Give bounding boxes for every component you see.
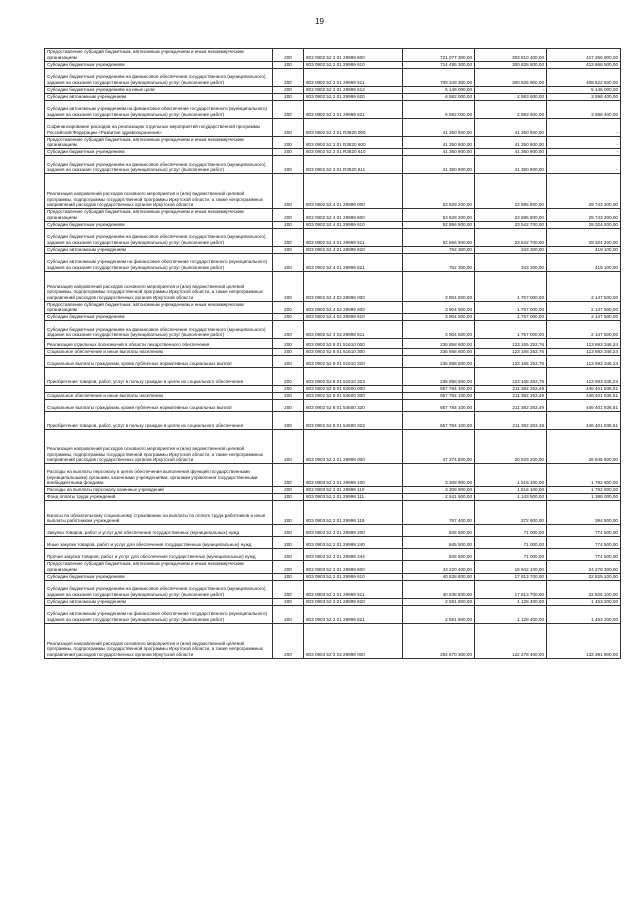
table-row — [45, 537, 621, 549]
row-name-cell: Предоставление субсидий бюджетным, автономным учреждениям и иным некоммерческим организациям — [45, 301, 273, 314]
table-row — [45, 549, 621, 561]
row-amount-3-cell: 113 693 346,24 — [547, 339, 621, 349]
row-amount-1-cell: 254 670 300,00 — [403, 623, 475, 658]
row-amount-2-cell: 211 382 263,49 — [475, 400, 547, 412]
row-amount-3-cell: 5 146 000,00 — [547, 86, 621, 93]
row-name-cell: Социальное обеспечение и иные выплаты населению — [45, 393, 273, 400]
row-amount-1-cell: 43 220 400,00 — [403, 561, 475, 574]
row-amount-3-cell: - — [547, 118, 621, 136]
row-name-cell — [45, 386, 273, 393]
row-amount-3-cell: 29 743 300,00 — [547, 209, 621, 222]
row-grbs-cell: 200 — [273, 100, 304, 118]
row-grbs-cell: 200 — [273, 271, 304, 301]
row-code-cell: 803 0902 52 8 01 51610 300 — [304, 349, 403, 356]
table-row — [45, 228, 621, 246]
row-amount-2-cell: 23 885 900,00 — [475, 209, 547, 222]
row-amount-1-cell: 41 350 900,00 — [403, 118, 475, 136]
row-amount-3-cell: 419 100,00 — [547, 246, 621, 253]
row-name-cell: Предоставление субсидий бюджетным, автономным учреждениям и иным некоммерческим организациям — [45, 209, 273, 222]
table-row — [45, 598, 621, 605]
row-amount-3-cell: 394 800,00 — [547, 501, 621, 525]
row-amount-2-cell: 372 600,00 — [475, 501, 547, 525]
row-amount-1-cell: 762 300,00 — [403, 253, 475, 271]
row-name-cell: Субсидии автономным учреждениям — [45, 246, 273, 253]
row-amount-1-cell: 2 581 600,00 — [403, 598, 475, 605]
row-grbs-cell: 200 — [273, 525, 304, 537]
row-amount-3-cell: 26 845 600,00 — [547, 430, 621, 464]
table-row — [45, 430, 621, 464]
row-amount-1-cell: 53 629 200,00 — [403, 174, 475, 209]
row-name-cell: Закупка товаров, работ и услуг для обеспечения государственных (муниципальных) нужд — [45, 525, 273, 537]
row-amount-1-cell: 845 500,00 — [403, 537, 475, 549]
row-amount-3-cell: 132 391 900,00 — [547, 623, 621, 658]
row-amount-2-cell: 71 000,00 — [475, 537, 547, 549]
row-name-cell: Субсидии бюджетным учреждениям — [45, 61, 273, 68]
row-code-cell: 803 0902 52 8 01 54600 300 — [304, 393, 403, 400]
row-amount-3-cell: 1 453 200,00 — [547, 598, 621, 605]
row-grbs-cell: 200 — [273, 339, 304, 349]
row-grbs-cell: 200 — [273, 349, 304, 356]
budget-table — [44, 48, 621, 659]
row-name-cell: Субсидии бюджетным учреждениям на финансовое обеспечение государственного (муниципального) задания на оказание государственных (муниципальных) услуг (выполнение работ) — [45, 228, 273, 246]
row-code-cell: 803 0903 52 2 01 29999 100 — [304, 464, 403, 487]
row-amount-1-cell: 41 350 900,00 — [403, 149, 475, 156]
row-amount-3-cell: 774 500,00 — [547, 549, 621, 561]
row-name-cell: Реализация отдельных полномочий в области лекарственного обеспечения — [45, 339, 273, 349]
table-row — [45, 339, 621, 349]
row-code-cell: 803 0902 52 4 02 29999 000 — [304, 271, 403, 301]
row-code-cell: 803 0902 52 4 01 29999 600 — [304, 209, 403, 222]
table-row — [45, 386, 621, 393]
row-grbs-cell: 200 — [273, 156, 304, 174]
row-amount-2-cell: 17 813 700,00 — [475, 580, 547, 598]
row-amount-2-cell: 20 529 200,00 — [475, 430, 547, 464]
row-name-cell: Субсидии автономным учреждениям — [45, 598, 273, 605]
row-code-cell: 803 0902 52 8 01 54600 000 — [304, 386, 403, 393]
row-amount-2-cell: 2 983 600,00 — [475, 100, 547, 118]
row-code-cell: 803 0903 52 2 01 29999 000 — [304, 430, 403, 464]
table-row — [45, 349, 621, 356]
row-code-cell: 803 0902 52 4 02 29999 600 — [304, 301, 403, 314]
row-amount-1-cell: 41 350 900,00 — [403, 136, 475, 149]
row-name-cell: Субсидии бюджетным учреждениям — [45, 314, 273, 321]
row-amount-1-cell: 236 858 600,00 — [403, 339, 475, 349]
table-row — [45, 605, 621, 623]
row-amount-2-cell: 2 983 600,00 — [475, 93, 547, 100]
table-row — [45, 209, 621, 222]
row-name-cell: Предоставление субсидий бюджетным, автономным учреждениям и иным некоммерческим организациям — [45, 136, 273, 149]
table-row — [45, 174, 621, 209]
row-amount-1-cell: 6 582 000,00 — [403, 100, 475, 118]
row-amount-2-cell: 211 382 263,49 — [475, 386, 547, 393]
row-name-cell: Социальное обеспечение и иные выплаты населению — [45, 349, 273, 356]
row-amount-1-cell: 236 858 600,00 — [403, 368, 475, 386]
row-grbs-cell: 200 — [273, 321, 304, 339]
row-code-cell: 803 0904 52 2 02 29999 000 — [304, 623, 403, 658]
row-grbs-cell: 200 — [273, 174, 304, 209]
row-name-cell: Субсидии автономным учреждениям на финансовое обеспечение государственного (муниципального) задания на оказание государственных (муниципальных) услуг (выполнение работ) — [45, 253, 273, 271]
row-amount-2-cell: - — [475, 86, 547, 93]
table-row — [45, 136, 621, 149]
row-code-cell: 803 0902 52 2 01 29999 600 — [304, 49, 403, 62]
row-amount-2-cell: 1 757 000,00 — [475, 301, 547, 314]
row-amount-1-cell: 41 350 900,00 — [403, 156, 475, 174]
row-amount-3-cell: 3 598 400,00 — [547, 100, 621, 118]
row-amount-2-cell: 17 813 700,00 — [475, 573, 547, 580]
row-amount-3-cell: 3 598 400,00 — [547, 93, 621, 100]
row-amount-3-cell: 413 668 500,00 — [547, 61, 621, 68]
row-amount-1-cell: 845 500,00 — [403, 549, 475, 561]
row-code-cell: 803 0902 52 2 01 29999 621 — [304, 100, 403, 118]
row-grbs-cell: 200 — [273, 253, 304, 271]
row-amount-1-cell: 762 300,00 — [403, 246, 475, 253]
table-row — [45, 301, 621, 314]
row-code-cell: 803 0903 52 2 01 29999 610 — [304, 573, 403, 580]
table-row — [45, 393, 621, 400]
row-amount-2-cell: 123 165 253,76 — [475, 339, 547, 349]
row-amount-3-cell: 24 278 300,00 — [547, 561, 621, 574]
row-amount-2-cell: 23 885 900,00 — [475, 174, 547, 209]
table-row — [45, 61, 621, 68]
row-amount-2-cell: 1 128 400,00 — [475, 598, 547, 605]
table-row — [45, 525, 621, 537]
row-amount-2-cell: 211 382 263,49 — [475, 412, 547, 430]
row-grbs-cell: 200 — [273, 61, 304, 68]
row-amount-1-cell: 657 784 100,00 — [403, 400, 475, 412]
row-name-cell: Субсидии бюджетным учреждениям — [45, 221, 273, 228]
table-row — [45, 561, 621, 574]
row-amount-1-cell: 845 500,00 — [403, 525, 475, 537]
row-code-cell: 803 0902 52 4 01 29999 620 — [304, 246, 403, 253]
row-grbs-cell: 200 — [273, 430, 304, 464]
row-amount-1-cell: 236 858 600,00 — [403, 356, 475, 368]
row-grbs-cell: 200 — [273, 93, 304, 100]
row-amount-2-cell: 122 278 400,00 — [475, 623, 547, 658]
row-grbs-cell: 200 — [273, 598, 304, 605]
row-amount-1-cell: 52 866 900,00 — [403, 221, 475, 228]
row-code-cell: 803 0903 52 2 01 29999 111 — [304, 494, 403, 501]
row-code-cell: 803 0903 52 2 01 29999 110 — [304, 487, 403, 494]
row-amount-2-cell: 18 942 100,00 — [475, 561, 547, 574]
row-name-cell: Субсидии автономным учреждениям на финансовое обеспечение государственного (муниципального) задания на оказание государственных (муниципальных) услуг (выполнение работ) — [45, 100, 273, 118]
row-name-cell: Субсидии автономным учреждениям на финансовое обеспечение государственного (муниципального) задания на оказание государственных (муниципальных) услуг (выполнение работ) — [45, 605, 273, 623]
row-amount-3-cell: 22 825 100,00 — [547, 573, 621, 580]
row-amount-2-cell: 303 810 400,00 — [475, 49, 547, 62]
row-amount-1-cell: 3 308 900,00 — [403, 464, 475, 487]
row-amount-3-cell: 113 693 346,24 — [547, 368, 621, 386]
row-amount-3-cell: - — [547, 149, 621, 156]
row-code-cell: 803 0902 52 4 01 29999 610 — [304, 221, 403, 228]
row-amount-1-cell: 657 784 100,00 — [403, 393, 475, 400]
row-amount-1-cell: 6 582 000,00 — [403, 93, 475, 100]
row-grbs-cell: 200 — [273, 561, 304, 574]
row-name-cell: Расходы на выплаты персоналу казенных учреждений — [45, 487, 273, 494]
row-name-cell: Прочая закупка товаров, работ и услуг для обеспечения государственных (муниципальных) нужд — [45, 549, 273, 561]
row-amount-1-cell: 3 308 900,00 — [403, 487, 475, 494]
row-amount-1-cell: 767 400,00 — [403, 501, 475, 525]
table-row — [45, 494, 621, 501]
table-row — [45, 321, 621, 339]
row-amount-2-cell: 41 350 900,00 — [475, 118, 547, 136]
row-grbs-cell: 200 — [273, 118, 304, 136]
row-name-cell: Реализация направлений расходов основного мероприятия и (или) ведомственной целевой программы, подпрограммы государственной программы Иркутской области, а также непрограммных направлений расходов государственных органов Иркутской области — [45, 623, 273, 658]
row-code-cell: 803 0902 52 2 01 29999 611 — [304, 68, 403, 86]
table-row — [45, 271, 621, 301]
row-name-cell: Субсидии бюджетным учреждениям на финансовое обеспечение государственного (муниципального) задания на оказание государственных (муниципальных) услуг (выполнение работ) — [45, 321, 273, 339]
row-amount-2-cell: 300 826 800,00 — [475, 68, 547, 86]
row-grbs-cell: 200 — [273, 86, 304, 93]
row-grbs-cell: 200 — [273, 314, 304, 321]
row-name-cell: Приобретение товаров, работ, услуг в пользу граждан в целях их социального обеспечения — [45, 368, 273, 386]
row-code-cell: 803 0902 52 8 01 51610 320 — [304, 356, 403, 368]
row-grbs-cell: 200 — [273, 494, 304, 501]
row-grbs-cell: 200 — [273, 573, 304, 580]
row-amount-1-cell: 52 866 900,00 — [403, 228, 475, 246]
table-row — [45, 573, 621, 580]
row-grbs-cell: 200 — [273, 537, 304, 549]
table-row — [45, 149, 621, 156]
row-amount-3-cell: 113 693 346,24 — [547, 356, 621, 368]
row-name-cell: Расходы на выплаты персоналу в целях обеспечения выполнения функций государственными (муниципальными) органами, казенными учреждениями, органами управления государственными внебюджетными фондами — [45, 464, 273, 487]
row-code-cell: 803 0902 52 2 01 29999 612 — [304, 86, 403, 93]
row-name-cell: Фонд оплаты труда учреждений — [45, 494, 273, 501]
row-grbs-cell: 200 — [273, 605, 304, 623]
table-row — [45, 368, 621, 386]
table-row — [45, 580, 621, 598]
table-row — [45, 93, 621, 100]
row-code-cell: 803 0902 52 2 01 R3820 000 — [304, 118, 403, 136]
row-grbs-cell: 200 — [273, 209, 304, 222]
row-name-cell: Субсидии бюджетным учреждениям на финансовое обеспечение государственного (муниципального) задания на оказание государственных (муниципальных) услуг (выполнение работ) — [45, 580, 273, 598]
row-amount-1-cell: 3 904 500,00 — [403, 314, 475, 321]
row-code-cell: 803 0902 52 8 01 51610 323 — [304, 368, 403, 386]
row-grbs-cell: 200 — [273, 368, 304, 386]
table-row — [45, 487, 621, 494]
row-code-cell: 803 0903 52 2 01 29999 600 — [304, 561, 403, 574]
table-row — [45, 314, 621, 321]
table-row — [45, 221, 621, 228]
row-amount-2-cell: 23 542 700,00 — [475, 221, 547, 228]
row-amount-3-cell: 446 401 836,51 — [547, 386, 621, 393]
row-code-cell: 803 0903 52 2 01 29999 240 — [304, 537, 403, 549]
row-code-cell: 803 0902 52 4 01 29999 621 — [304, 253, 403, 271]
row-amount-3-cell: 446 401 836,51 — [547, 412, 621, 430]
row-amount-2-cell: 41 350 900,00 — [475, 156, 547, 174]
table-row — [45, 86, 621, 93]
row-code-cell: 803 0903 52 2 01 29999 200 — [304, 525, 403, 537]
row-amount-1-cell: 714 495 300,00 — [403, 61, 475, 68]
row-name-cell: Субсидии бюджетным учреждениям на иные цели — [45, 86, 273, 93]
row-amount-1-cell: 657 784 100,00 — [403, 386, 475, 393]
row-amount-1-cell: 3 904 500,00 — [403, 271, 475, 301]
row-amount-3-cell: 419 100,00 — [547, 253, 621, 271]
row-grbs-cell: 200 — [273, 136, 304, 149]
row-code-cell: 803 0903 52 2 01 29999 611 — [304, 580, 403, 598]
row-code-cell: 803 0902 52 2 01 29999 610 — [304, 61, 403, 68]
row-name-cell: Субсидии бюджетным учреждениям — [45, 573, 273, 580]
row-amount-1-cell: 53 629 200,00 — [403, 209, 475, 222]
row-grbs-cell: 200 — [273, 464, 304, 487]
row-amount-3-cell: 1 792 800,00 — [547, 487, 621, 494]
row-amount-2-cell: 71 000,00 — [475, 525, 547, 537]
row-amount-2-cell: 300 826 800,00 — [475, 61, 547, 68]
row-grbs-cell: 200 — [273, 386, 304, 393]
row-amount-1-cell: 40 638 800,00 — [403, 573, 475, 580]
row-code-cell: 803 0903 52 2 01 29999 119 — [304, 501, 403, 525]
row-code-cell: 803 0902 52 2 01 R3820 611 — [304, 156, 403, 174]
row-amount-3-cell: 446 401 836,51 — [547, 400, 621, 412]
row-amount-2-cell: 1 757 000,00 — [475, 321, 547, 339]
row-amount-2-cell: 41 350 900,00 — [475, 136, 547, 149]
row-amount-3-cell: 417 266 900,00 — [547, 49, 621, 62]
row-name-cell: Реализация направлений расходов основного мероприятия и (или) ведомственной целевой программы, подпрограммы государственной программы Иркутской области, а также непрограммных направлений расходов государственных органов Иркутской области — [45, 430, 273, 464]
row-name-cell: Реализация направлений расходов основного мероприятия и (или) ведомственной целевой программы, подпрограммы государственной программы Иркутской области, а также непрограммных направлений расходов государственных органов Иркутской области — [45, 271, 273, 301]
page-number: 19 — [315, 17, 324, 26]
row-amount-1-cell: 709 349 300,00 — [403, 68, 475, 86]
budget-table-body — [45, 49, 621, 659]
row-amount-3-cell: 2 147 500,00 — [547, 314, 621, 321]
row-code-cell: 803 0902 52 4 02 29999 611 — [304, 321, 403, 339]
row-amount-1-cell: 657 784 100,00 — [403, 412, 475, 430]
row-name-cell: Приобретение товаров, работ, услуг в пользу граждан в целях их социального обеспечения — [45, 412, 273, 430]
row-grbs-cell: 200 — [273, 393, 304, 400]
row-amount-1-cell: 47 374 800,00 — [403, 430, 475, 464]
table-row — [45, 501, 621, 525]
row-amount-3-cell: 113 693 346,24 — [547, 349, 621, 356]
row-grbs-cell: 200 — [273, 412, 304, 430]
row-code-cell: 803 0902 52 8 01 51610 000 — [304, 339, 403, 349]
row-amount-3-cell: 774 500,00 — [547, 537, 621, 549]
row-amount-1-cell: 236 858 600,00 — [403, 349, 475, 356]
row-grbs-cell: 200 — [273, 356, 304, 368]
row-code-cell: 803 0903 52 2 01 29999 620 — [304, 598, 403, 605]
row-grbs-cell: 200 — [273, 228, 304, 246]
row-amount-2-cell: 211 382 263,49 — [475, 393, 547, 400]
row-name-cell: Субсидии бюджетным учреждениям на финансовое обеспечение государственного (муниципального) задания на оказание государственных (муниципальных) услуг (выполнение работ) — [45, 68, 273, 86]
row-code-cell: 803 0902 52 2 01 29999 620 — [304, 93, 403, 100]
row-name-cell: Предоставление субсидий бюджетным, автономным учреждениям и иным некоммерческим организациям — [45, 561, 273, 574]
table-row — [45, 100, 621, 118]
row-amount-2-cell: 1 757 000,00 — [475, 271, 547, 301]
row-amount-1-cell: 3 904 500,00 — [403, 301, 475, 314]
row-code-cell: 803 0902 52 8 01 54600 323 — [304, 412, 403, 430]
table-row — [45, 464, 621, 487]
row-amount-3-cell: 22 825 100,00 — [547, 580, 621, 598]
row-amount-3-cell: 1 398 000,00 — [547, 494, 621, 501]
row-amount-3-cell: 2 147 500,00 — [547, 321, 621, 339]
row-grbs-cell: 200 — [273, 580, 304, 598]
row-amount-1-cell: 2 541 500,00 — [403, 494, 475, 501]
row-name-cell: Субсидии бюджетным учреждениям — [45, 149, 273, 156]
row-amount-1-cell: 5 146 000,00 — [403, 86, 475, 93]
row-name-cell: Софинансирование расходов на реализацию отдельных мероприятий государственной программы Российской Федерации «Развитие здравоохранения» — [45, 118, 273, 136]
row-amount-3-cell: 774 500,00 — [547, 525, 621, 537]
row-amount-1-cell: 2 581 600,00 — [403, 605, 475, 623]
row-grbs-cell: 200 — [273, 49, 304, 62]
row-amount-3-cell: 408 522 500,00 — [547, 68, 621, 86]
row-name-cell: Взносы по обязательному социальному страхованию на выплаты по оплате труда работников и иные выплаты работникам учреждений — [45, 501, 273, 525]
row-name-cell: Социальные выплаты гражданам, кроме публичных нормативных социальных выплат — [45, 356, 273, 368]
row-amount-3-cell: 2 147 500,00 — [547, 271, 621, 301]
row-name-cell: Иные закупки товаров, работ и услуг для обеспечения государственных (муниципальных) нужд — [45, 537, 273, 549]
row-amount-3-cell: 29 324 200,00 — [547, 228, 621, 246]
row-grbs-cell: 200 — [273, 487, 304, 494]
table-row — [45, 156, 621, 174]
row-amount-2-cell: 343 200,00 — [475, 246, 547, 253]
row-amount-2-cell: 41 350 900,00 — [475, 149, 547, 156]
table-row — [45, 49, 621, 62]
row-amount-2-cell: 1 757 000,00 — [475, 314, 547, 321]
row-code-cell: 803 0902 52 4 02 29999 610 — [304, 314, 403, 321]
row-amount-2-cell: 23 542 700,00 — [475, 228, 547, 246]
row-amount-2-cell: 343 200,00 — [475, 253, 547, 271]
row-amount-3-cell: 1 453 200,00 — [547, 605, 621, 623]
row-amount-1-cell: 721 077 300,00 — [403, 49, 475, 62]
table-row — [45, 253, 621, 271]
row-grbs-cell: 200 — [273, 68, 304, 86]
table-row — [45, 400, 621, 412]
row-name-cell: Реализация направлений расходов основного мероприятия и (или) ведомственной целевой программы, подпрограммы государственной программы Иркутской области, а также непрограммных направлений расходов государственных органов Иркутской области — [45, 174, 273, 209]
row-grbs-cell: 200 — [273, 501, 304, 525]
row-name-cell: Предоставление субсидий бюджетным, автономным учреждениям и иным некоммерческим организациям — [45, 49, 273, 62]
row-code-cell: 803 0902 52 4 01 29999 611 — [304, 228, 403, 246]
row-amount-3-cell: - — [547, 136, 621, 149]
row-amount-3-cell: 29 743 300,00 — [547, 174, 621, 209]
row-name-cell: Субсидии бюджетным учреждениям на финансовое обеспечение государственного (муниципального) задания на оказание государственных (муниципальных) услуг (выполнение работ) — [45, 156, 273, 174]
row-code-cell: 803 0903 52 2 01 29999 244 — [304, 549, 403, 561]
table-row — [45, 68, 621, 86]
row-code-cell: 803 0902 52 2 01 R3820 610 — [304, 149, 403, 156]
row-name-cell: Социальные выплаты гражданам, кроме публичных нормативных социальных выплат — [45, 400, 273, 412]
row-grbs-cell: 200 — [273, 149, 304, 156]
row-amount-3-cell: 29 324 200,00 — [547, 221, 621, 228]
row-amount-1-cell: 40 638 800,00 — [403, 580, 475, 598]
row-grbs-cell: 200 — [273, 400, 304, 412]
row-grbs-cell: 200 — [273, 246, 304, 253]
row-grbs-cell: 200 — [273, 549, 304, 561]
row-amount-2-cell: 123 165 253,76 — [475, 368, 547, 386]
row-amount-2-cell: 1 128 400,00 — [475, 605, 547, 623]
table-row — [45, 246, 621, 253]
row-amount-2-cell: 1 516 100,00 — [475, 487, 547, 494]
row-amount-3-cell: - — [547, 156, 621, 174]
row-amount-3-cell: 446 401 836,51 — [547, 393, 621, 400]
row-amount-2-cell: 123 165 253,76 — [475, 349, 547, 356]
row-amount-3-cell: 1 792 800,00 — [547, 464, 621, 487]
row-code-cell: 803 0902 52 2 01 R3820 600 — [304, 136, 403, 149]
row-name-cell: Субсидии автономным учреждениям — [45, 93, 273, 100]
table-row — [45, 356, 621, 368]
row-code-cell: 803 0902 52 4 01 29999 000 — [304, 174, 403, 209]
row-amount-2-cell: 123 165 253,76 — [475, 356, 547, 368]
row-amount-2-cell: 71 000,00 — [475, 549, 547, 561]
table-row — [45, 412, 621, 430]
row-code-cell: 803 0903 52 2 01 29999 621 — [304, 605, 403, 623]
row-amount-2-cell: 1 143 500,00 — [475, 494, 547, 501]
row-grbs-cell: 200 — [273, 623, 304, 658]
row-amount-3-cell: 2 147 500,00 — [547, 301, 621, 314]
row-amount-2-cell: 1 516 100,00 — [475, 464, 547, 487]
row-grbs-cell: 200 — [273, 301, 304, 314]
table-row — [45, 118, 621, 136]
table-row — [45, 623, 621, 658]
row-code-cell: 803 0902 52 8 01 54600 320 — [304, 400, 403, 412]
row-amount-1-cell: 3 904 500,00 — [403, 321, 475, 339]
row-grbs-cell: 200 — [273, 221, 304, 228]
